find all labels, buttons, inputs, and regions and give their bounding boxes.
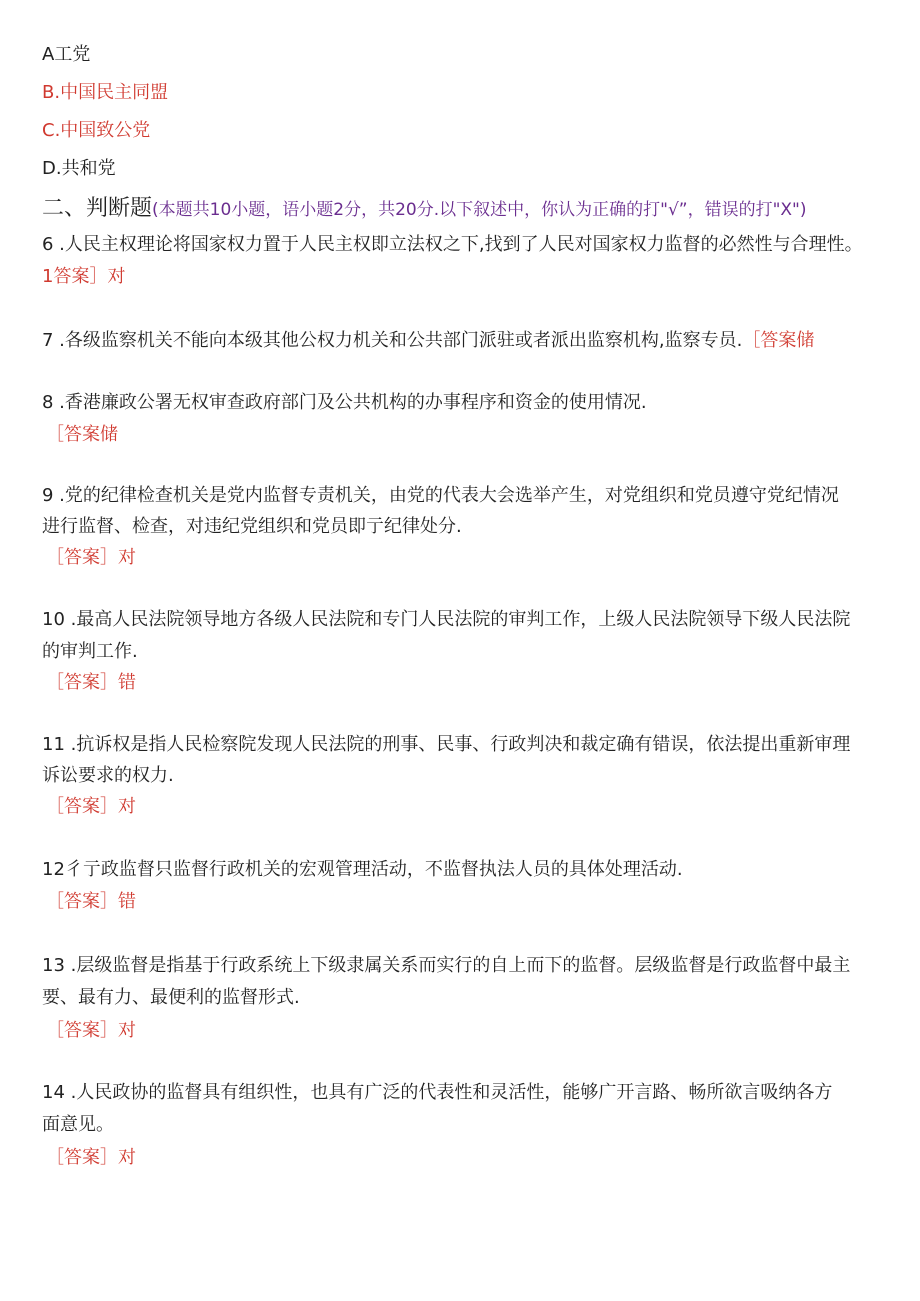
question-8-answer: ［答案储	[46, 424, 118, 445]
option-b: B.中国民主同盟	[42, 82, 169, 103]
question-11-text-line-1: 11 .抗诉权是指人民检察院发现人民法院的刑事、民事、行政判决和裁定确有错误，依法提出重新审理	[42, 734, 851, 755]
question-10-answer: ［答案］错	[46, 672, 136, 693]
question-9-text-line-2: 进行监督、检查，对违纪党组织和党员即亍纪律处分.	[42, 516, 462, 537]
question-11-text-line-2: 诉讼要求的权力.	[42, 765, 174, 786]
question-9-text-line-1: 9 .党的纪律检查机关是党内监督专责机关，由党的代表大会选举产生，对党组织和党员遵守党纪情况	[42, 485, 839, 506]
option-c: C.中国致公党	[42, 120, 151, 141]
question-7	[42, 328, 814, 354]
question-12-text: 12彳亍政监督只监督行政机关的宏观管理活动，不监督执法人员的具体处理活动.	[42, 859, 683, 880]
question-14-answer: ［答案］对	[46, 1147, 136, 1168]
question-13-text-line-2: 要、最有力、最便利的监督形式.	[42, 987, 300, 1008]
question-8-text: 8 .香港廉政公署无权审查政府部门及公共机构的办事程序和资金的使用情况.	[42, 392, 647, 413]
question-14-text-line-1: 14 .人民政协的监督具有组织性，也具有广泛的代表性和灵活性，能够广开言路、畅所欲言吸纳各方	[42, 1082, 833, 1103]
question-13-text-line-1: 13 .层级监督是指基于行政系统上下级隶属关系而实行的自上而下的监督。层级监督是行政监督中最主	[42, 955, 851, 976]
question-12-answer: ［答案］错	[46, 891, 136, 912]
question-6-text: 6 .人民主权理论将国家权力置于人民主权即立法权之下,找到了人民对国家权力监督的必然性与合理性。	[42, 234, 863, 255]
option-d: D.共和党	[42, 158, 116, 179]
option-a: A工党	[42, 44, 91, 65]
question-11-answer: ［答案］对	[46, 796, 136, 817]
section-header	[42, 194, 807, 224]
question-13-answer: ［答案］对	[46, 1020, 136, 1041]
section-title: 二、判断题	[42, 196, 153, 221]
question-9-answer: ［答案］对	[46, 547, 136, 568]
question-14-text-line-2: 面意见。	[42, 1114, 114, 1135]
question-7-answer: ［答案储	[742, 330, 815, 351]
question-10-text-line-2: 的审判工作.	[42, 641, 138, 662]
question-10-text-line-1: 10 .最高人民法院领导地方各级人民法院和专门人民法院的审判工作，上级人民法院领导下级人民法院	[42, 609, 851, 630]
question-7-text: 7 .各级监察机关不能向本级其他公权力机关和公共部门派驻或者派出监察机构,监察专员.	[42, 330, 743, 351]
question-6-answer: 1答案］对	[42, 266, 126, 287]
section-note: (本题共10小题，语小题2分，共20分.以下叙述中，你认为正确的打"√”，错误的打"X")	[152, 200, 807, 220]
